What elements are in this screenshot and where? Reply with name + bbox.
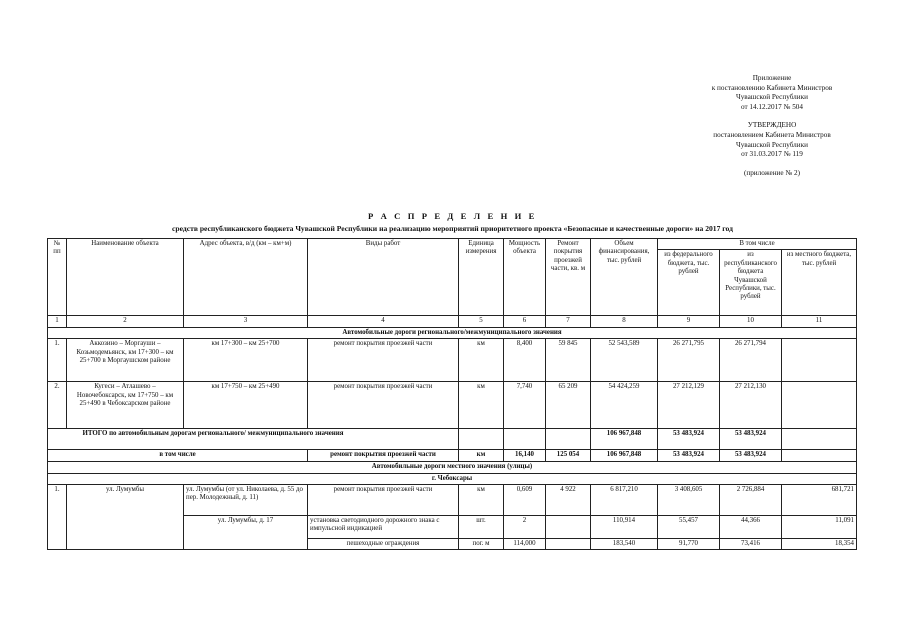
- including-works: ремонт покрытия проезжей части: [308, 450, 459, 461]
- federal-amount: 26 271,795: [658, 339, 720, 382]
- document-subtitle: средств республиканского бюджета Чувашской Республики на реализацию мероприятий приоритетного проекта «Безопасные и качественные дороги» на 2017 год: [172, 224, 733, 233]
- object-address: ул. Лумумбы (от ул. Николаева, д. 55 до пер. Молодежный, д. 11): [184, 485, 308, 516]
- work-type: установка светодиодного дорожного знака с импульсной индикацией: [308, 516, 459, 539]
- work-type: ремонт покрытия проезжей части: [308, 339, 459, 382]
- local-amount: 18,354: [782, 539, 857, 550]
- unit: км: [459, 382, 504, 429]
- including-row: [48, 450, 857, 461]
- object-address: ул. Лумумбы, д. 17: [184, 516, 308, 550]
- column-number: 9: [658, 316, 720, 327]
- local-amount: [782, 382, 857, 429]
- row-num: 2.: [48, 382, 67, 429]
- header-address: Адрес объекта, в/д (км – км+м): [184, 239, 308, 316]
- unit: шт.: [459, 516, 504, 539]
- header-republic: из республиканского бюджета Чувашской Республики, тыс. рублей: [720, 250, 782, 316]
- appendix-block: [672, 74, 872, 178]
- work-type: ремонт покрытия проезжей части: [308, 485, 459, 516]
- work-type: пешеходные ограждения: [308, 539, 459, 550]
- appendix-line: к постановлению Кабинета Министров: [711, 83, 833, 92]
- unit: пог. м: [459, 539, 504, 550]
- header-unit: Единица измерения: [459, 239, 504, 316]
- repair-area: [546, 539, 591, 550]
- table-row: [48, 339, 857, 382]
- total-row: [48, 429, 857, 450]
- including-label: в том числе: [48, 450, 308, 461]
- document-title: Р А С П Р Е Д Е Л Е Н И Е: [368, 211, 537, 221]
- capacity: 8,400: [504, 339, 546, 382]
- including-unit: км: [459, 450, 504, 461]
- section-heading: Автомобильные дороги местного значения (улицы): [48, 461, 857, 473]
- total-republic: 53 483,924: [720, 429, 782, 450]
- including-repair: 125 054: [546, 450, 591, 461]
- federal-amount: 3 408,605: [658, 485, 720, 516]
- header-federal: из федерального бюджета, тыс. рублей: [658, 250, 720, 316]
- approved-line: от 31.03.2017 № 119: [741, 150, 803, 159]
- capacity: 7,740: [504, 382, 546, 429]
- repair-area: 65 209: [546, 382, 591, 429]
- volume: 6 817,210: [591, 485, 658, 516]
- header-repair: Ремонт покрытия проезжей части, кв. м: [546, 239, 591, 316]
- approved-line: постановлением Кабинета Министров: [713, 130, 831, 139]
- column-number: 11: [782, 316, 857, 327]
- header-including: В том числе: [658, 239, 857, 250]
- table-row: [48, 485, 857, 516]
- row-num: 1.: [48, 339, 67, 382]
- including-republic: 53 483,924: [720, 450, 782, 461]
- header-capacity: Мощность объекта: [504, 239, 546, 316]
- republic-amount: 2 726,884: [720, 485, 782, 516]
- republic-amount: 27 212,130: [720, 382, 782, 429]
- object-address: км 17+750 – км 25+490: [184, 382, 308, 429]
- total-federal: 53 483,924: [658, 429, 720, 450]
- approved-line: Чувашской Республики: [736, 140, 808, 149]
- work-type: ремонт покрытия проезжей части: [308, 382, 459, 429]
- republic-amount: 73,416: [720, 539, 782, 550]
- column-number: 4: [308, 316, 459, 327]
- volume: 110,914: [591, 516, 658, 539]
- header-volume: Объем финансирования, тыс. рублей: [591, 239, 658, 316]
- republic-amount: 44,366: [720, 516, 782, 539]
- table-row: [48, 382, 857, 429]
- repair-area: 59 845: [546, 339, 591, 382]
- capacity: 0,609: [504, 485, 546, 516]
- object-name: Аккозино – Моргауши – Козьмодемьянск, км 17+300 – км 25+700 в Моргаушском районе: [67, 339, 184, 382]
- volume: 183,540: [591, 539, 658, 550]
- including-federal: 53 483,924: [658, 450, 720, 461]
- republic-amount: 26 271,794: [720, 339, 782, 382]
- object-name: Кугеси – Атлашево – Новочебоксарск, км 17+750 – км 25+490 в Чебоксарском районе: [67, 382, 184, 429]
- column-number: 1: [48, 316, 67, 327]
- object-address: км 17+300 – км 25+700: [184, 339, 308, 382]
- approved-line: УТВЕРЖДЕНО: [747, 121, 797, 130]
- unit: км: [459, 339, 504, 382]
- total-label: ИТОГО по автомобильным дорогам регионального/ межмуниципального значения: [48, 429, 459, 450]
- local-amount: [782, 339, 857, 382]
- header-works: Виды работ: [308, 239, 459, 316]
- federal-amount: 55,457: [658, 516, 720, 539]
- column-number: 10: [720, 316, 782, 327]
- approved-line: (приложение № 2): [743, 168, 801, 177]
- section-heading: Автомобильные дороги регионального/межмуниципального значения: [48, 327, 857, 338]
- unit: км: [459, 485, 504, 516]
- header-local: из местного бюджета, тыс. рублей: [782, 250, 857, 316]
- appendix-line: от 14.12.2017 № 504: [740, 102, 803, 111]
- column-number: 7: [546, 316, 591, 327]
- federal-amount: 27 212,129: [658, 382, 720, 429]
- column-number: 8: [591, 316, 658, 327]
- header-name: Наименование объекта: [67, 239, 184, 316]
- including-volume: 106 967,848: [591, 450, 658, 461]
- row-num: 1.: [48, 485, 67, 550]
- federal-amount: 91,770: [658, 539, 720, 550]
- header-num: № пп: [48, 239, 67, 316]
- column-number: 5: [459, 316, 504, 327]
- total-volume: 106 967,848: [591, 429, 658, 450]
- appendix-line: Приложение: [752, 74, 792, 82]
- capacity: 2: [504, 516, 546, 539]
- including-capacity: 16,140: [504, 450, 546, 461]
- column-number: 3: [184, 316, 308, 327]
- distribution-table: [47, 238, 857, 550]
- column-number: 6: [504, 316, 546, 327]
- local-amount: 11,091: [782, 516, 857, 539]
- volume: 54 424,259: [591, 382, 658, 429]
- local-amount: 681,721: [782, 485, 857, 516]
- appendix-line: Чувашской Республики: [736, 93, 808, 102]
- repair-area: [546, 516, 591, 539]
- volume: 52 543,589: [591, 339, 658, 382]
- repair-area: 4 922: [546, 485, 591, 516]
- city-heading: г. Чебоксары: [48, 473, 857, 484]
- column-number: 2: [67, 316, 184, 327]
- capacity: 114,000: [504, 539, 546, 550]
- object-name: ул. Лумумбы: [67, 485, 184, 550]
